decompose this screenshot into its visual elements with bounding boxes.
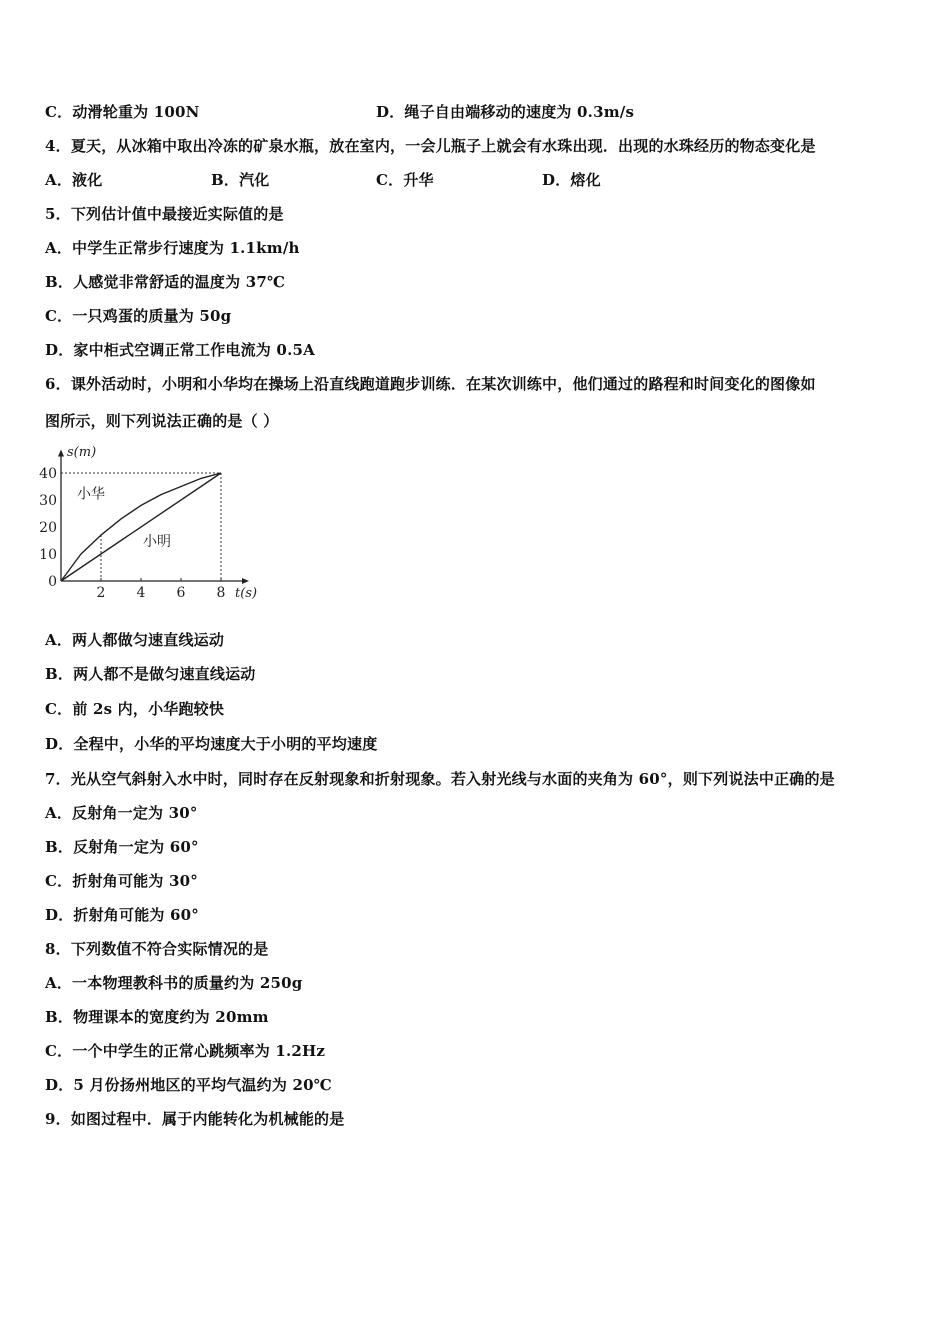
q7-option-b: B．反射角一定为 60° <box>45 838 199 856</box>
x-tick-label: 8 <box>216 585 226 601</box>
q5-option-b: B．人感觉非常舒适的温度为 37℃ <box>45 273 286 291</box>
y-tick-label: 0 <box>48 574 57 590</box>
q6-stem-line2: 图所示，则下列说法正确的是（ ） <box>45 412 279 430</box>
q6-stem-line1: 6．课外活动时，小明和小华均在操场上沿直线跑道跑步训练．在某次训练中，他们通过的路程和时间变化的图像如 <box>45 375 816 393</box>
series-label-xiaohua: 小华 <box>77 486 105 503</box>
x-tick-label: 2 <box>96 585 106 601</box>
q6-option-a: A．两人都做匀速直线运动 <box>45 631 225 649</box>
y-axis-label: s(m) <box>67 445 97 460</box>
x-tick-label: 4 <box>136 585 146 601</box>
q4-option-d: D．熔化 <box>542 171 601 189</box>
distance-time-graph <box>39 440 258 608</box>
graph-labels <box>67 445 257 601</box>
q8-option-c: C．一个中学生的正常心跳频率为 1.2Hz <box>45 1042 326 1060</box>
q6-option-d: D．全程中，小华的平均速度大于小明的平均速度 <box>45 735 378 753</box>
q5-option-d: D．家中柜式空调正常工作电流为 0.5A <box>45 341 315 359</box>
q5-option-a: A．中学生正常步行速度为 1.1km/h <box>45 239 300 257</box>
q4-option-a: A．液化 <box>45 171 103 189</box>
x-axis-arrow <box>242 578 249 584</box>
q9-stem: 9．如图过程中．属于内能转化为机械能的是 <box>45 1110 345 1128</box>
x-tick-label: 6 <box>176 585 186 601</box>
x-axis-label: t(s) <box>235 586 258 601</box>
y-tick-label: 10 <box>39 547 57 563</box>
q7-option-d: D．折射角可能为 60° <box>45 906 200 924</box>
y-tick-label: 30 <box>39 493 57 509</box>
q3-option-d: D．绳子自由端移动的速度为 0.3m/s <box>376 103 635 121</box>
q6-option-b: B．两人都不是做匀速直线运动 <box>45 665 256 683</box>
q6-option-c: C．前 2s 内，小华跑较快 <box>45 700 225 718</box>
q8-option-d: D．5 月份扬州地区的平均气温约为 20℃ <box>45 1076 332 1094</box>
q8-option-b: B．物理课本的宽度约为 20mm <box>45 1008 269 1026</box>
q8-option-a: A．一本物理教科书的质量约为 250g <box>45 974 303 992</box>
q5-stem: 5．下列估计值中最接近实际值的是 <box>45 205 284 223</box>
q8-stem: 8．下列数值不符合实际情况的是 <box>45 940 269 958</box>
q7-option-c: C．折射角可能为 30° <box>45 872 198 890</box>
y-tick-label: 20 <box>39 520 57 536</box>
q7-stem: 7．光从空气斜射入水中时，同时存在反射现象和折射现象。若入射光线与水面的夹角为 60°，则下列说法中正确的是 <box>45 770 835 788</box>
y-tick-label: 40 <box>39 466 57 482</box>
q4-stem: 4．夏天，从冰箱中取出冷冻的矿泉水瓶，放在室内，一会儿瓶子上就会有水珠出现．出现的水珠经历的物态变化是 <box>45 137 816 155</box>
y-axis-arrow <box>58 450 64 457</box>
q4-option-c: C．升华 <box>376 171 434 189</box>
q5-option-c: C．一只鸡蛋的质量为 50g <box>45 307 232 325</box>
q7-option-a: A．反射角一定为 30° <box>45 804 198 822</box>
q3-option-c: C．动滑轮重为 100N <box>45 103 200 121</box>
series-label-xiaoming: 小明 <box>143 533 171 550</box>
q4-option-b: B．汽化 <box>211 171 270 189</box>
